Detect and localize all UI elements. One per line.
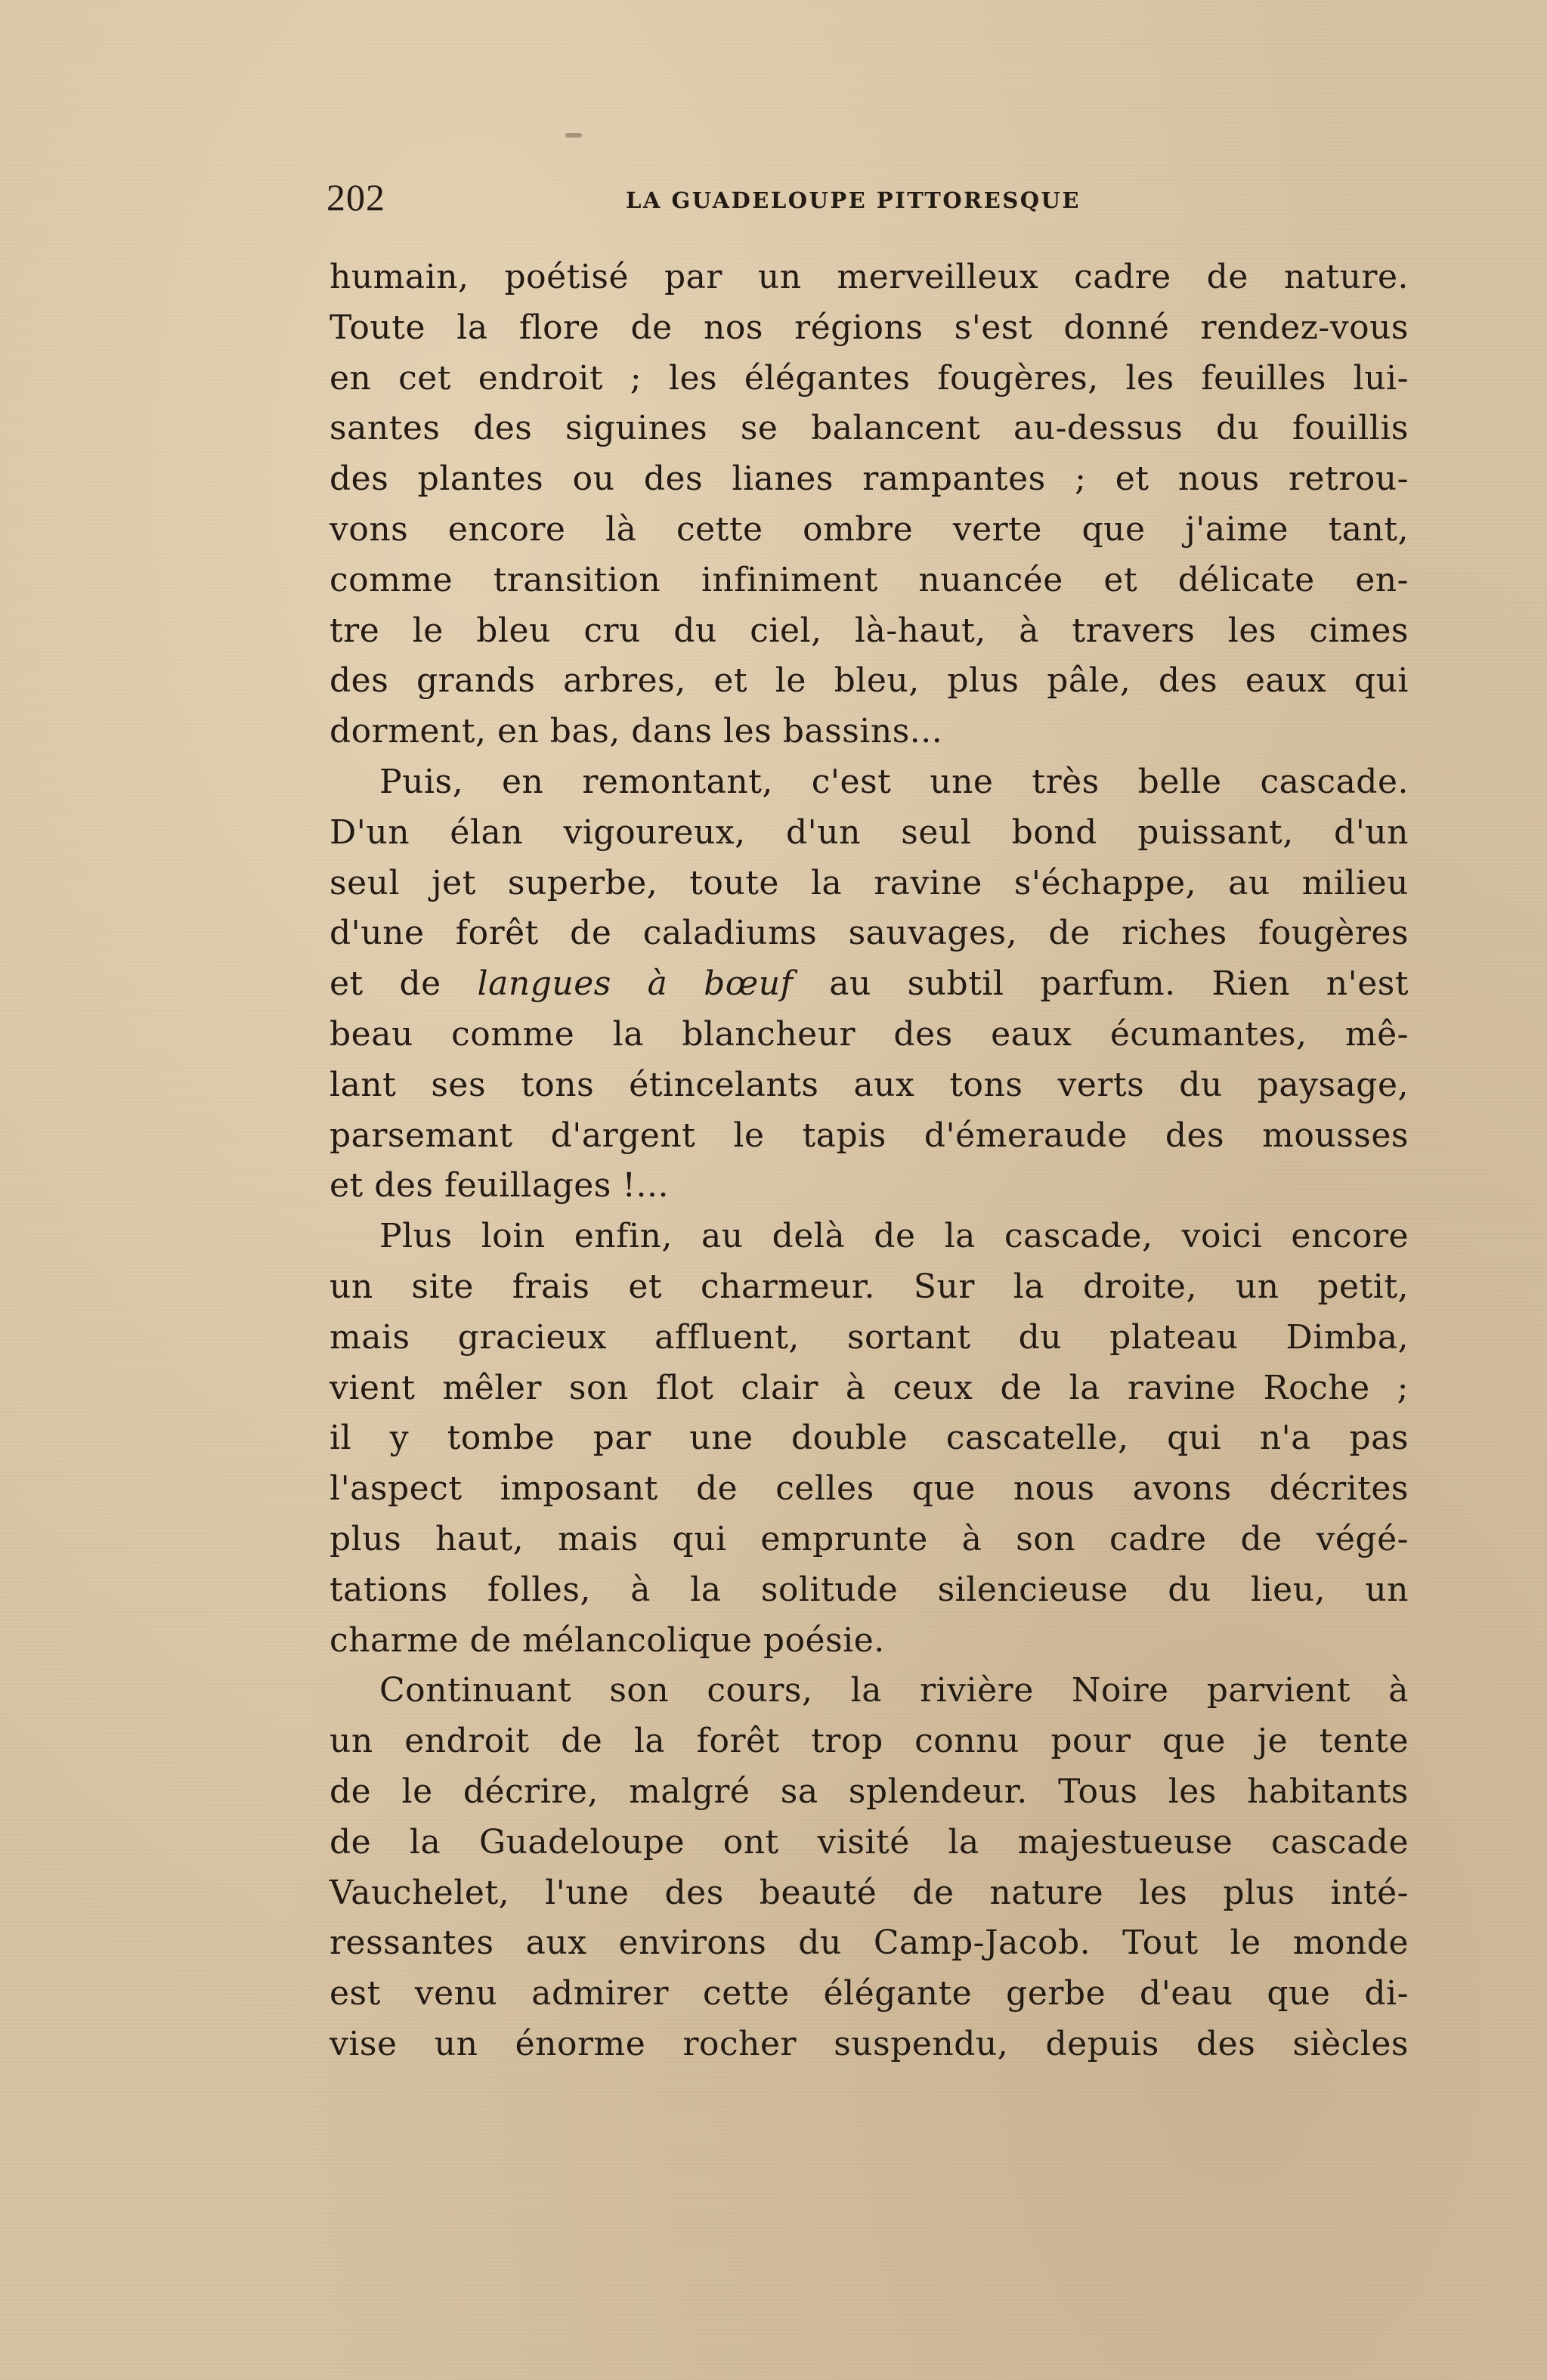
text-line: il y tombe par une double cascatelle, qui n'a pas — [330, 1419, 1409, 1458]
text-line: tations folles, à la solitude silencieuse du lieu, un — [330, 1570, 1409, 1609]
text-line: des plantes ou des lianes rampantes ; et nous retrou- — [330, 460, 1409, 499]
text-line: santes des siguines se balancent au-dessus du fouillis — [330, 409, 1409, 448]
text-line: lant ses tons étincelants aux tons verts du paysage, — [330, 1065, 1409, 1104]
text-line: charme de mélancolique poésie. — [330, 1620, 885, 1660]
text-line-with-italic — [330, 959, 1409, 1010]
running-title: LA GUADELOUPE PITTORESQUE — [626, 187, 1081, 213]
text-line: comme transition infiniment nuancée et délicate en- — [330, 560, 1409, 599]
text-line: d'une forêt de caladiums sauvages, de riches fougères — [330, 914, 1409, 953]
text-line: en cet endroit ; les élégantes fougères, les feuilles lui- — [330, 358, 1409, 398]
text-line: dorment, en bas, dans les bassins... — [330, 712, 943, 751]
running-header — [326, 175, 1409, 228]
text-line: parsemant d'argent le tapis d'émeraude des mousses — [330, 1116, 1409, 1155]
ink-mark — [565, 133, 582, 138]
text-line: Continuant son cours, la rivière Noire parvient à — [379, 1671, 1409, 1710]
text-line: l'aspect imposant de celles que nous avons décrites — [330, 1469, 1409, 1509]
text-line: vient mêler son flot clair à ceux de la ravine Roche ; — [330, 1368, 1409, 1407]
text-line: humain, poétisé par un merveilleux cadre de nature. — [330, 258, 1409, 296]
text-line: seul jet superbe, toute la ravine s'échappe, au milieu — [330, 863, 1409, 902]
text-line: un site frais et charmeur. Sur la droite, un petit, — [330, 1267, 1409, 1306]
text-line: vons encore là cette ombre verte que j'aime tant, — [330, 509, 1409, 549]
text-line: un endroit de la forêt trop connu pour que je tente — [330, 1722, 1409, 1761]
text-line: vise un énorme rocher suspendu, depuis des siècles — [330, 2024, 1409, 2063]
text-line: est venu admirer cette élégante gerbe d'eau que di- — [330, 1974, 1409, 2013]
text-line: Puis, en remontant, c'est une très belle cascade. — [379, 762, 1409, 801]
text-line: de la Guadeloupe ont visité la majestueuse cascade — [330, 1822, 1409, 1862]
italic-phrase: langues à bœuf — [477, 964, 794, 1004]
text-line: tre le bleu cru du ciel, là-haut, à travers les cimes — [330, 611, 1409, 650]
text-line: de le décrire, malgré sa splendeur. Tous les habitants — [330, 1772, 1409, 1811]
text-line: plus haut, mais qui emprunte à son cadre de végé- — [330, 1519, 1409, 1558]
text-line: mais gracieux affluent, sortant du plateau Dimba, — [330, 1317, 1409, 1357]
page-number: 202 — [326, 176, 385, 218]
text-fragment: et de — [330, 964, 441, 1004]
body-text — [330, 252, 1409, 2070]
text-line: D'un élan vigoureux, d'un seul bond puissant, d'un — [330, 812, 1409, 852]
text-line: Toute la flore de nos régions s'est donné rendez-vous — [330, 308, 1409, 347]
text-line: ressantes aux environs du Camp-Jacob. Tout le monde — [330, 1923, 1409, 1963]
text-fragment: au subtil parfum. Rien n'est — [829, 964, 1409, 1004]
text-line: beau comme la blancheur des eaux écumantes, mê- — [330, 1014, 1409, 1054]
text-line: Plus loin enfin, au delà de la cascade, voici encore — [379, 1217, 1409, 1256]
text-line: et des feuillages !... — [330, 1166, 670, 1205]
text-line: Vauchelet, l'une des beauté de nature les plus inté- — [330, 1873, 1409, 1912]
text-line: des grands arbres, et le bleu, plus pâle, des eaux qui — [330, 661, 1409, 701]
